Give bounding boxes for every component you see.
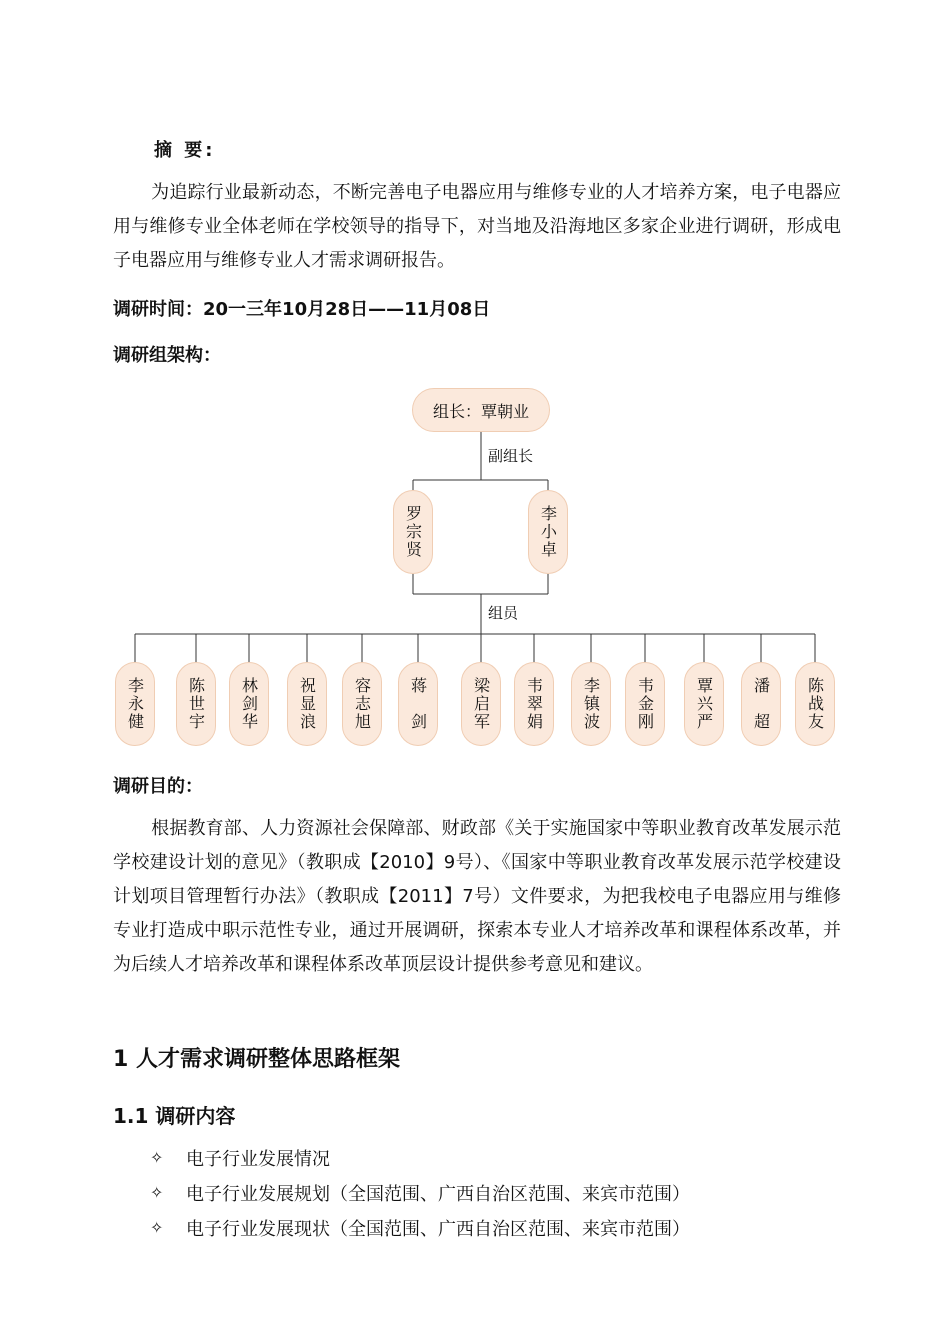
survey-time: 调研时间：20一三年10月28日——11月08日 xyxy=(113,299,491,320)
leader-node: 组长：覃朝业 xyxy=(412,388,550,432)
member-node: 韦翠娟 xyxy=(514,662,554,746)
deputy-node: 李小卓 xyxy=(528,490,568,574)
purpose-text: 根据教育部、人力资源社会保障部、财政部《关于实施国家中等职业教育改革发展示范学校建设计划的意见》（教职成【2010】9号）、《国家中等职业教育改革发展示范学校建设计划项目管理暂行办法》（教职成【2011】7号）文件要求，为把我校电子电器应用与维修专业打造成中职示范性专业，通过开展调研，探索本专业人才培养改革和课程体系改革，并为后续人才培养改革和课程体系改革顶层设计提供参考意见和建议。 xyxy=(113,818,841,975)
diamond-bullet-icon: ✧ xyxy=(150,1218,164,1237)
deputy-node: 罗宗贤 xyxy=(393,490,433,574)
list-item xyxy=(150,1140,690,1175)
abstract-label: 摘 要: xyxy=(154,140,216,161)
member-node: 陈世宇 xyxy=(176,662,216,746)
purpose-label: 调研目的： xyxy=(113,776,203,797)
members-label: 组员 xyxy=(488,604,519,622)
list-item-text: 电子行业发展规划（全国范围、广西自治区范围、来宾市范围） xyxy=(186,1183,690,1205)
member-node: 林剑华 xyxy=(229,662,269,746)
member-node: 李镇波 xyxy=(571,662,611,746)
subsection-heading: 1.1 调研内容 xyxy=(113,1104,236,1128)
member-node: 韦金刚 xyxy=(625,662,665,746)
member-node: 容志旭 xyxy=(342,662,382,746)
section-heading: 1 人才需求调研整体思路框架 xyxy=(113,1047,400,1072)
member-node: 蒋 剑 xyxy=(398,662,438,746)
member-node: 覃兴严 xyxy=(684,662,724,746)
list-item-text: 电子行业发展现状（全国范围、广西自治区范围、来宾市范围） xyxy=(186,1218,690,1240)
member-node: 潘 超 xyxy=(741,662,781,746)
abstract-paragraph xyxy=(113,176,841,278)
diamond-bullet-icon: ✧ xyxy=(150,1183,164,1202)
org-chart xyxy=(0,380,950,760)
abstract-text: 为追踪行业最新动态，不断完善电子电器应用与维修专业的人才培养方案，电子电器应用与维修专业全体老师在学校领导的指导下，对当地及沿海地区多家企业进行调研，形成电子电器应用与维修专业人才需求调研报告。 xyxy=(113,182,841,271)
member-node: 陈战友 xyxy=(795,662,835,746)
diamond-bullet-icon: ✧ xyxy=(150,1148,164,1167)
list-item-text: 电子行业发展情况 xyxy=(186,1148,330,1170)
deputy-label: 副组长 xyxy=(488,447,534,465)
list-item xyxy=(150,1210,690,1245)
purpose-paragraph xyxy=(113,812,841,982)
content-list xyxy=(150,1140,690,1245)
org-structure-label: 调研组架构： xyxy=(113,345,221,366)
member-node: 梁启军 xyxy=(461,662,501,746)
list-item xyxy=(150,1175,690,1210)
member-node: 祝显浪 xyxy=(287,662,327,746)
member-node: 李永健 xyxy=(115,662,155,746)
